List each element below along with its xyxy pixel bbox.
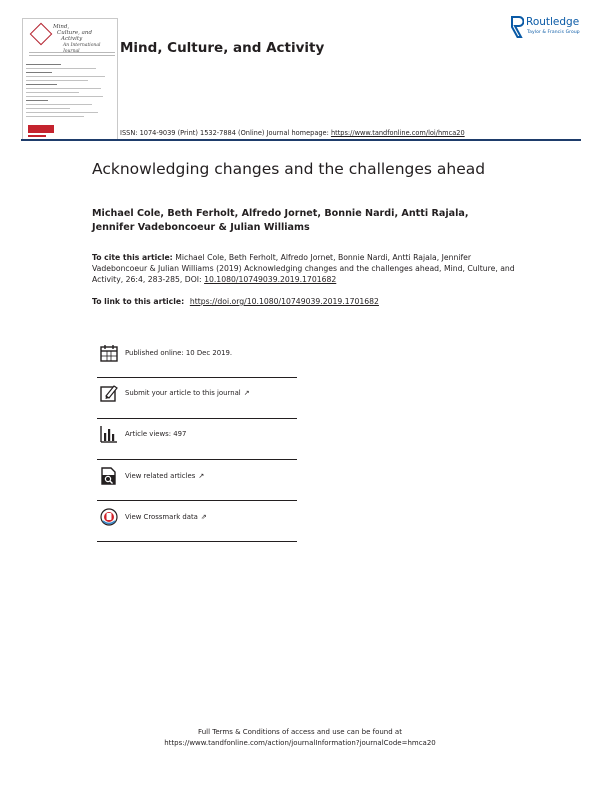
authors-line-1: Michael Cole, Beth Ferholt, Alfredo Jornet, Bonnie Nardi, Antti Rajala, [92,208,469,219]
authors [92,207,512,235]
issn-text: ISSN: 1074-9039 (Print) 1532-7884 (Online) Journal homepage: [120,129,331,137]
bar-chart-icon [100,425,118,443]
issn-line [120,129,465,137]
related-label[interactable]: View related articles [125,472,196,480]
edit-icon [100,384,118,402]
cover-title-3: Activity [61,36,83,42]
routledge-r-icon [510,16,524,38]
journal-title[interactable]: Mind, Culture, and Activity [120,40,325,56]
footer-terms-link[interactable]: https://www.tandfonline.com/action/journalInformation?journalCode=hmca20 [164,739,436,747]
citation-doi-link[interactable]: 10.1080/10749039.2019.1701682 [204,275,337,285]
crossmark-external-icon: ⇗ [200,513,207,521]
link-label: To link to this article: [92,297,187,306]
published-text: Published online: 10 Dec 2019. [125,349,233,357]
cover-title-1: Mind, [53,24,70,30]
article-doi-link[interactable]: https://doi.org/10.1080/10749039.2019.1701682 [189,297,379,306]
submit-row[interactable] [97,384,297,420]
journal-cover [22,18,118,140]
header-divider [21,139,581,141]
publisher-subtitle: Taylor & Francis Group [527,30,580,35]
external-link-icon: ↗ [243,389,250,397]
cover-title-2: Culture, and [57,30,92,36]
crossmark-label[interactable]: View Crossmark data [125,513,198,521]
authors-line-2: Jennifer Vadeboncoeur & Julian Williams [92,222,310,233]
publisher-logo [510,16,590,46]
article-title: Acknowledging changes and the challenges ahead [92,160,486,178]
cover-title-4: An International [63,43,101,48]
crossmark-row[interactable] [97,508,297,544]
divider [97,459,297,460]
cover-publisher-bar [28,125,54,133]
footer-line-1: Full Terms & Conditions of access and use can be found at [198,728,402,736]
crossmark-icon [100,508,118,526]
related-search-icon [100,467,118,485]
divider [97,377,297,378]
citation-label: To cite this article: [92,253,173,262]
views-text: Article views: 497 [125,430,187,438]
submit-label[interactable]: Submit your article to this journal [125,389,241,397]
citation-text: Michael Cole, Beth Ferholt, Alfredo Jornet, Bonnie Nardi, Antti Rajala, Jennifer Vadeboncoeur & Julian Williams (2019) Acknowledging changes and the challenges ahead, Mind, Culture, and Activity, 26:4, 283-285, DOI: [92,253,515,285]
divider [97,541,297,542]
external-link-icon: ↗ [198,472,205,480]
cover-contents [26,61,114,117]
published-row [97,344,297,380]
views-row [97,425,297,461]
related-row[interactable] [97,467,297,503]
article-link-line [92,297,379,306]
citation [92,252,517,286]
publisher-name: Routledge [526,16,580,28]
journal-homepage-link[interactable]: https://www.tandfonline.com/loi/hmca20 [330,129,465,137]
divider [97,500,297,501]
cover-header [27,22,113,66]
submit-text[interactable] [125,389,250,397]
divider [97,418,297,419]
crossmark-text[interactable] [125,513,207,521]
calendar-icon [100,344,118,362]
related-text[interactable] [125,472,204,480]
cover-logo-icon [30,23,53,46]
footer [0,727,600,749]
